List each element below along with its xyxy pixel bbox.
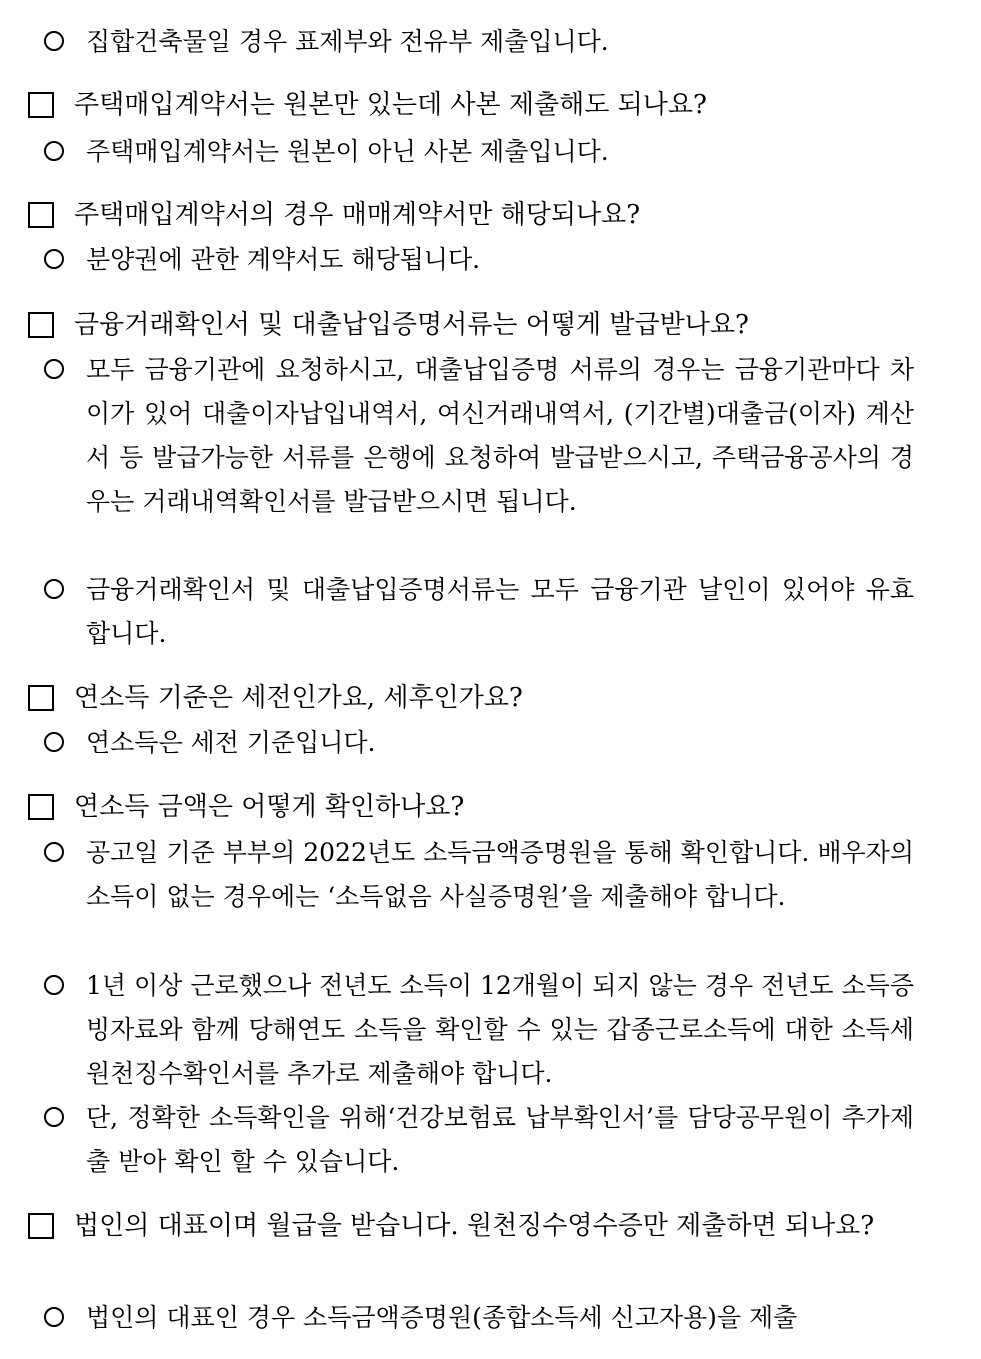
answer-item bbox=[44, 130, 914, 174]
answer-text: 집합건축물일 경우 표제부와 전유부 제출입니다. bbox=[86, 27, 609, 56]
answer-item bbox=[44, 238, 914, 282]
circle-bullet-icon bbox=[44, 579, 64, 599]
question-item bbox=[28, 193, 928, 237]
question-text: 연소득 금액은 어떻게 확인하나요? bbox=[74, 792, 465, 822]
answer-text: 분양권에 관한 계약서도 해당됩니다. bbox=[86, 245, 481, 274]
checkbox-bullet-icon bbox=[28, 92, 54, 118]
answer-text: 금융거래확인서 및 대출납입증명서류는 모두 금융기관 날인이 있어야 유효합니다. bbox=[86, 575, 914, 648]
answer-item bbox=[44, 1296, 914, 1340]
checkbox-bullet-icon bbox=[28, 202, 54, 228]
question-text: 연소득 기준은 세전인가요, 세후인가요? bbox=[74, 683, 523, 713]
question-item bbox=[28, 676, 928, 720]
question-item bbox=[28, 303, 928, 347]
circle-bullet-icon bbox=[44, 842, 64, 862]
answer-item bbox=[44, 1096, 914, 1184]
answer-text: 연소득은 세전 기준입니다. bbox=[86, 728, 376, 757]
answer-item bbox=[44, 964, 914, 1096]
checkbox-bullet-icon bbox=[28, 685, 54, 711]
answer-item bbox=[44, 20, 914, 64]
circle-bullet-icon bbox=[44, 249, 64, 269]
question-text: 법인의 대표이며 월급을 받습니다. 원천징수영수증만 제출하면 되나요? bbox=[74, 1211, 875, 1241]
circle-bullet-icon bbox=[44, 1307, 64, 1327]
question-item bbox=[28, 83, 928, 127]
checkbox-bullet-icon bbox=[28, 794, 54, 820]
answer-item bbox=[44, 568, 914, 656]
circle-bullet-icon bbox=[44, 975, 64, 995]
circle-bullet-icon bbox=[44, 1107, 64, 1127]
answer-text: 법인의 대표인 경우 소득금액증명원(종합소득세 신고자용)을 제출 bbox=[86, 1303, 798, 1332]
circle-bullet-icon bbox=[44, 732, 64, 752]
checkbox-bullet-icon bbox=[28, 1213, 54, 1239]
checkbox-bullet-icon bbox=[28, 312, 54, 338]
answer-text: 공고일 기준 부부의 2022년도 소득금액증명원을 통해 확인합니다. 배우자의 소득이 없는 경우에는 ‘소득없음 사실증명원’을 제출해야 합니다. bbox=[86, 838, 914, 911]
answer-text: 단, 정확한 소득확인을 위해‘건강보험료 납부확인서’를 담당공무원이 추가제출 받아 확인 할 수 있습니다. bbox=[86, 1103, 914, 1176]
answer-item bbox=[44, 831, 914, 919]
answer-item bbox=[44, 348, 914, 524]
circle-bullet-icon bbox=[44, 141, 64, 161]
question-text: 금융거래확인서 및 대출납입증명서류는 어떻게 발급받나요? bbox=[74, 310, 749, 340]
answer-item bbox=[44, 721, 914, 765]
question-item bbox=[28, 1204, 928, 1248]
question-text: 주택매입계약서는 원본만 있는데 사본 제출해도 되나요? bbox=[74, 90, 707, 120]
circle-bullet-icon bbox=[44, 31, 64, 51]
answer-text: 1년 이상 근로했으나 전년도 소득이 12개월이 되지 않는 경우 전년도 소득증빙자료와 함께 당해연도 소득을 확인할 수 있는 갑종근로소득에 대한 소득세원천징수확인서를 추가로 제출해야 합니다. bbox=[86, 971, 914, 1088]
question-item bbox=[28, 785, 928, 829]
circle-bullet-icon bbox=[44, 359, 64, 379]
answer-text: 모두 금융기관에 요청하시고, 대출납입증명 서류의 경우는 금융기관마다 차이가 있어 대출이자납입내역서, 여신거래내역서, (기간별)대출금(이자) 계산서 등 발급가능한 서류를 은행에 요청하여 발급받으시고, 주택금융공사의 경우는 거래내역확인서를 발급받으시면 됩니다. bbox=[86, 355, 914, 516]
answer-text: 주택매입계약서는 원본이 아닌 사본 제출입니다. bbox=[86, 137, 609, 166]
question-text: 주택매입계약서의 경우 매매계약서만 해당되나요? bbox=[74, 200, 641, 230]
